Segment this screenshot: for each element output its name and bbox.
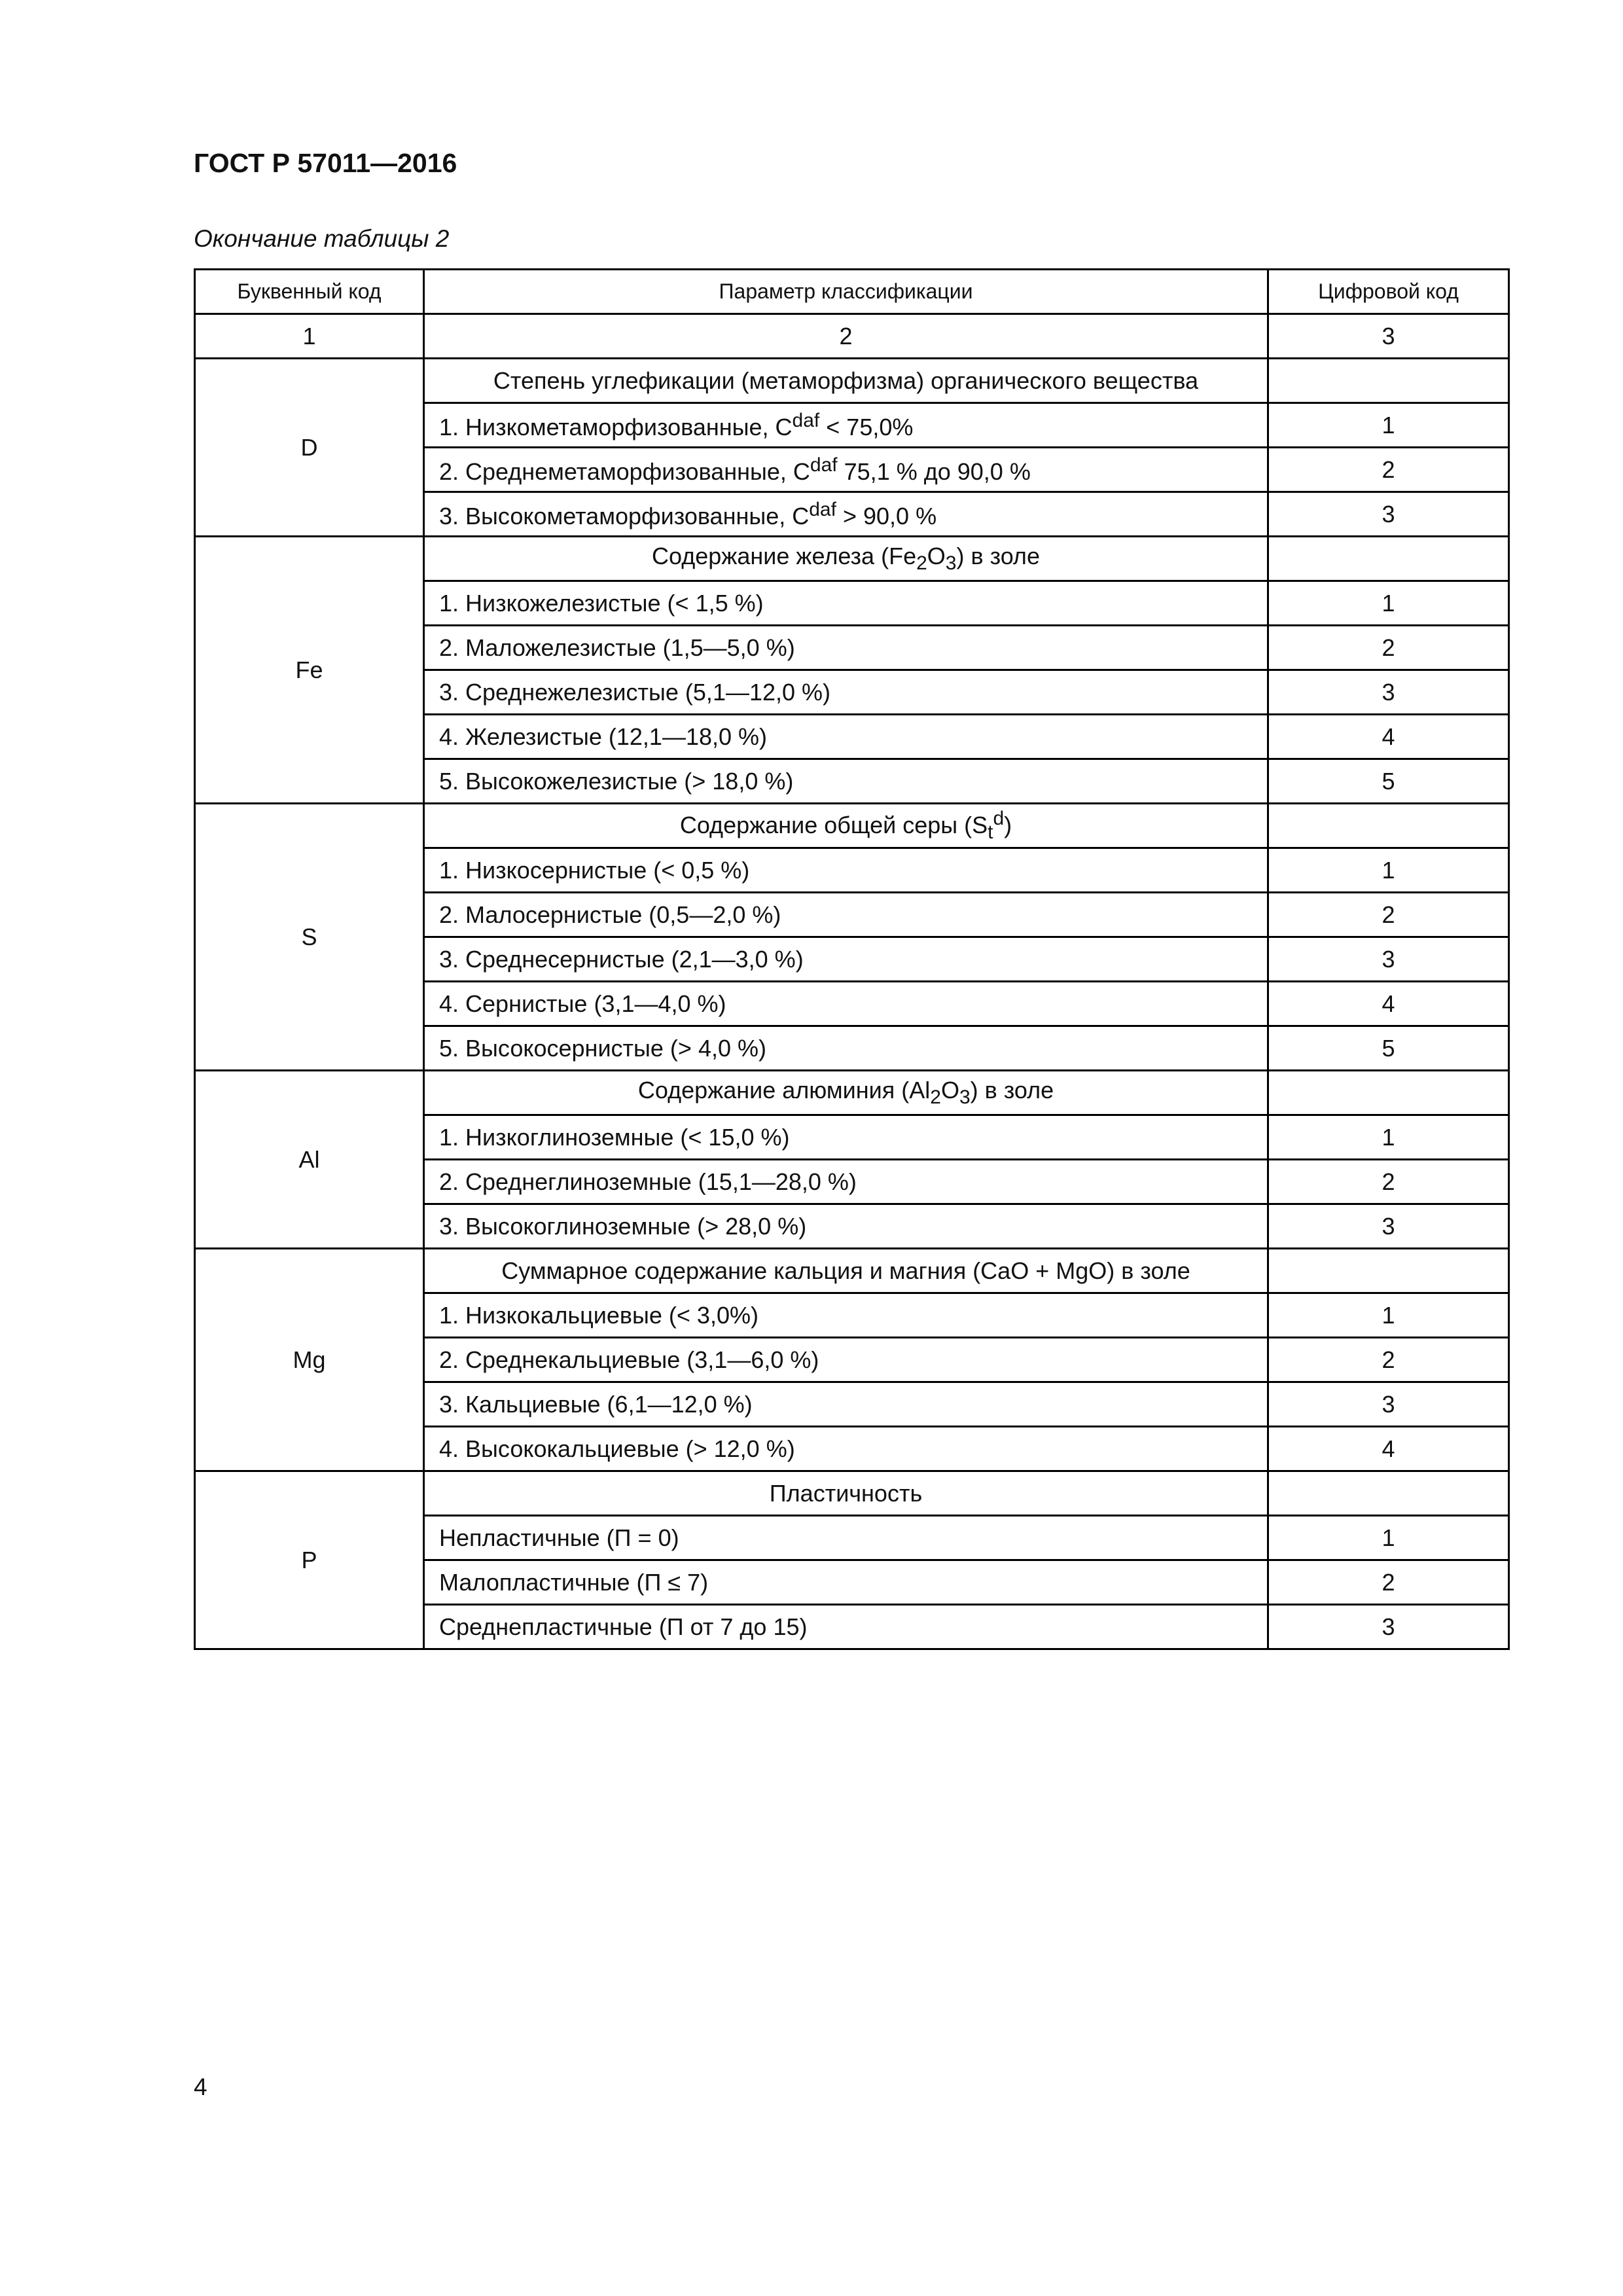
parameter-cell: 3. Среднесернистые (2,1—3,0 %) — [424, 937, 1268, 982]
code-cell: 1 — [1268, 1516, 1509, 1560]
parameter-cell: 4. Сернистые (3,1—4,0 %) — [424, 982, 1268, 1026]
empty-code-cell — [1268, 537, 1509, 581]
parameter-cell: Среднепластичные (П от 7 до 15) — [424, 1605, 1268, 1649]
empty-code-cell — [1268, 1071, 1509, 1115]
code-cell: 2 — [1268, 448, 1509, 492]
parameter-cell: 2. Среднеметаморфизованные, $C^{daf}$ 75,1 % до 90,0 % — [424, 448, 1268, 492]
parameter-title: Суммарное содержание кальция и магния (CaO + MgO) в золе — [424, 1249, 1268, 1293]
parameter-cell: 5. Высокожелезистые (> 18,0 %) — [424, 759, 1268, 804]
code-cell: 3 — [1268, 1382, 1509, 1427]
group-title-row — [195, 1471, 1509, 1516]
empty-code-cell — [1268, 804, 1509, 848]
code-cell: 2 — [1268, 1338, 1509, 1382]
code-cell: 2 — [1268, 893, 1509, 937]
parameter-title: Содержание общей серы $(S_t^d)$ — [424, 804, 1268, 848]
code-cell: 4 — [1268, 715, 1509, 759]
empty-code-cell — [1268, 1471, 1509, 1516]
parameter-cell: Непластичные (П = 0) — [424, 1516, 1268, 1560]
parameter-cell: 1. Низкосернистые (< 0,5 %) — [424, 848, 1268, 893]
parameter-cell: 3. Высокоглиноземные (> 28,0 %) — [424, 1204, 1268, 1249]
parameter-cell: 2. Среднекальциевые (3,1—6,0 %) — [424, 1338, 1268, 1382]
parameter-cell: 2. Маложелезистые (1,5—5,0 %) — [424, 626, 1268, 670]
group-title-row — [195, 1249, 1509, 1293]
column-number-row — [195, 314, 1509, 359]
group-title-row — [195, 359, 1509, 403]
parameter-cell: 1. Низкокальциевые (< 3,0%) — [424, 1293, 1268, 1338]
column-number: 1 — [195, 314, 424, 359]
code-cell: 3 — [1268, 492, 1509, 537]
empty-code-cell — [1268, 359, 1509, 403]
code-cell: 1 — [1268, 1115, 1509, 1160]
code-cell: 1 — [1268, 848, 1509, 893]
header-classification-parameter: Параметр классификации — [424, 270, 1268, 314]
code-cell: 1 — [1268, 581, 1509, 626]
parameter-cell: 3. Высокометаморфизованные, $C^{daf} > 90,0$ % — [424, 492, 1268, 537]
code-cell: 2 — [1268, 1160, 1509, 1204]
parameter-cell: 3. Среднежелезистые (5,1—12,0 %) — [424, 670, 1268, 715]
page-number: 4 — [194, 2073, 207, 2100]
letter-code-cell: D — [195, 359, 424, 537]
code-cell: 3 — [1268, 670, 1509, 715]
parameter-title: Содержание железа $(Fe_2O_3)$ в золе — [424, 537, 1268, 581]
code-cell: 2 — [1268, 626, 1509, 670]
parameter-cell: 1. Низкоглиноземные (< 15,0 %) — [424, 1115, 1268, 1160]
parameter-title: Пластичность — [424, 1471, 1268, 1516]
letter-code-cell: P — [195, 1471, 424, 1649]
parameter-cell: 2. Малосернистые (0,5—2,0 %) — [424, 893, 1268, 937]
letter-code-cell: S — [195, 804, 424, 1071]
header-row — [195, 270, 1509, 314]
document-header: ГОСТ Р 57011—2016 — [194, 148, 457, 178]
empty-code-cell — [1268, 1249, 1509, 1293]
parameter-cell: 4. Железистые (12,1—18,0 %) — [424, 715, 1268, 759]
parameter-cell: 2. Среднеглиноземные (15,1—28,0 %) — [424, 1160, 1268, 1204]
group-title-row — [195, 804, 1509, 848]
group-title-row — [195, 1071, 1509, 1115]
code-cell: 1 — [1268, 403, 1509, 448]
code-cell: 1 — [1268, 1293, 1509, 1338]
code-cell: 3 — [1268, 1605, 1509, 1649]
header-digital-code: Цифровой код — [1268, 270, 1509, 314]
classification-table — [194, 268, 1510, 1650]
parameter-title: Содержание алюминия $(Al_2O_3)$ в золе — [424, 1071, 1268, 1115]
code-cell: 4 — [1268, 1427, 1509, 1471]
parameter-cell: Малопластичные (П ≤ 7) — [424, 1560, 1268, 1605]
parameter-title: Степень углефикации (метаморфизма) органического вещества — [424, 359, 1268, 403]
parameter-cell: 3. Кальциевые (6,1—12,0 %) — [424, 1382, 1268, 1427]
code-cell: 5 — [1268, 1026, 1509, 1071]
parameter-cell: 1. Низкожелезистые (< 1,5 %) — [424, 581, 1268, 626]
code-cell: 5 — [1268, 759, 1509, 804]
table-caption: Окончание таблицы 2 — [194, 225, 450, 252]
table-body — [195, 359, 1509, 1649]
code-cell: 4 — [1268, 982, 1509, 1026]
letter-code-cell: Mg — [195, 1249, 424, 1471]
parameter-cell: 5. Высокосернистые (> 4,0 %) — [424, 1026, 1268, 1071]
letter-code-cell: Fe — [195, 537, 424, 804]
letter-code-cell: Al — [195, 1071, 424, 1249]
column-number: 3 — [1268, 314, 1509, 359]
code-cell: 3 — [1268, 1204, 1509, 1249]
code-cell: 3 — [1268, 937, 1509, 982]
code-cell: 2 — [1268, 1560, 1509, 1605]
header-letter-code: Буквенный код — [195, 270, 424, 314]
parameter-cell: 1. Низкометаморфизованные, $C^{daf} < 75,0\%$ — [424, 403, 1268, 448]
parameter-cell: 4. Высококальциевые (> 12,0 %) — [424, 1427, 1268, 1471]
group-title-row — [195, 537, 1509, 581]
column-number: 2 — [424, 314, 1268, 359]
